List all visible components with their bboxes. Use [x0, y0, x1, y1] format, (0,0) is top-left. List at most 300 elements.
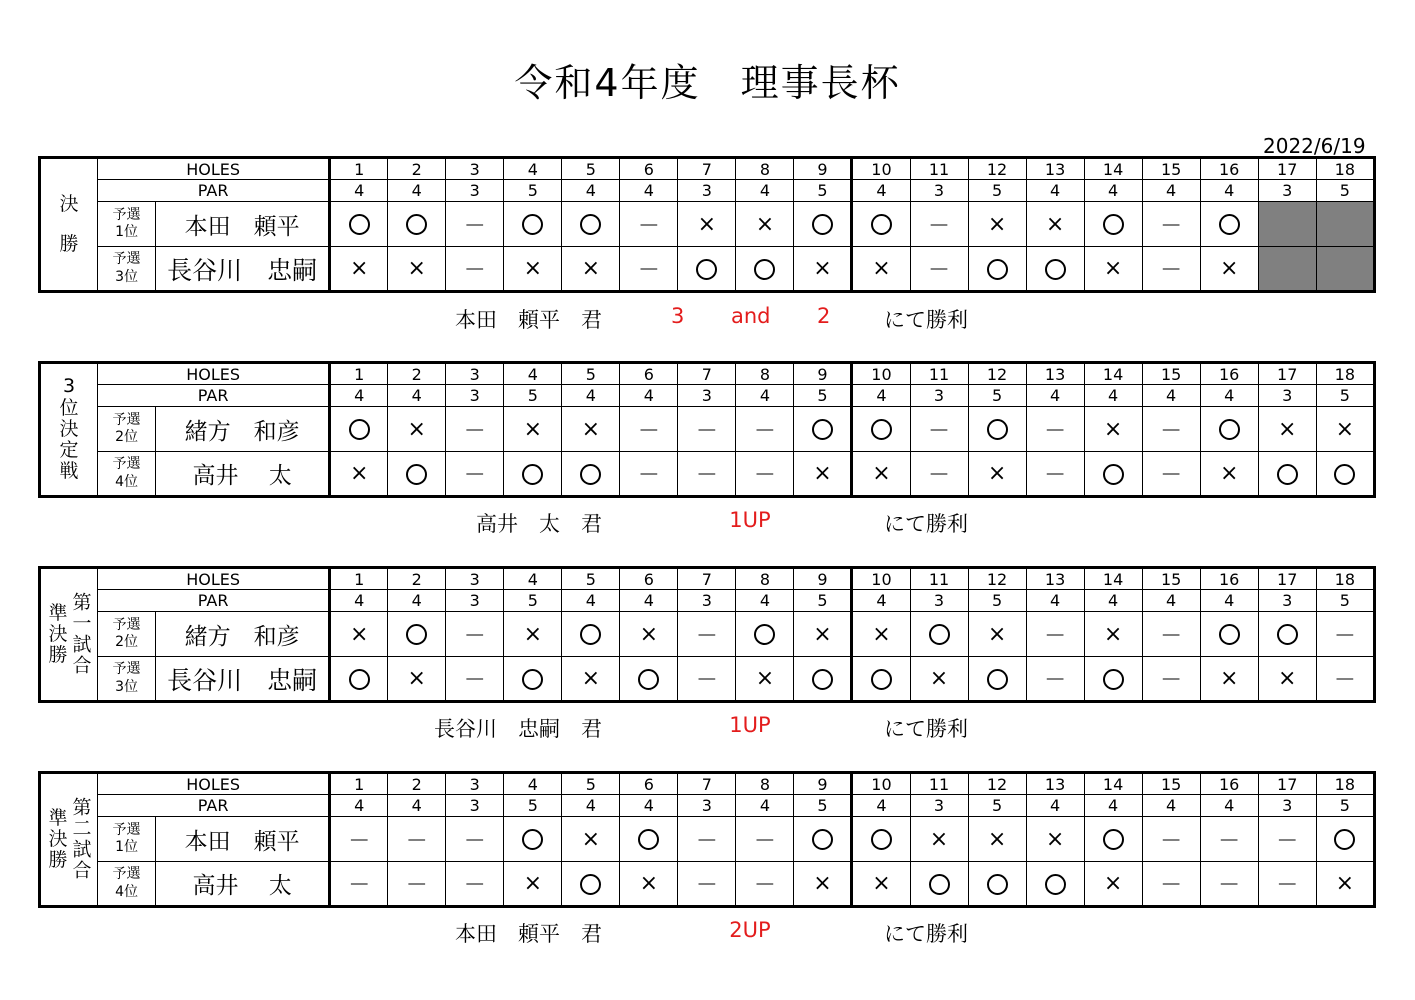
hole-result: ×	[968, 452, 1026, 497]
win-circle-icon	[522, 829, 543, 850]
win-circle-icon	[1103, 669, 1124, 690]
hole-number: 6	[620, 773, 678, 795]
hole-result: －	[446, 612, 504, 657]
win-circle-icon	[522, 669, 543, 690]
hole-number: 7	[678, 363, 736, 385]
seed-rank: 2位	[115, 634, 138, 650]
player-name: 本田 頼平	[156, 202, 330, 247]
holes-label: HOLES	[98, 363, 330, 385]
win-circle-icon	[580, 624, 601, 645]
par-value: 3	[446, 385, 504, 407]
round-char: 決	[48, 622, 68, 645]
hole-result	[1316, 452, 1374, 497]
hole-result: ×	[736, 202, 794, 247]
par-value: 4	[562, 385, 620, 407]
seed-rank: 1位	[115, 224, 138, 240]
hole-number: 5	[562, 158, 620, 180]
hole-number: 3	[446, 158, 504, 180]
hole-result	[794, 407, 852, 452]
hole-result	[562, 862, 620, 907]
win-circle-icon	[754, 624, 775, 645]
hole-result	[852, 817, 910, 862]
par-value: 5	[794, 795, 852, 817]
hole-result: －	[1026, 612, 1084, 657]
hole-number: 2	[388, 568, 446, 590]
win-circle-icon	[871, 669, 892, 690]
win-circle-icon	[406, 214, 427, 235]
hole-number: 7	[678, 158, 736, 180]
hole-result: ×	[852, 612, 910, 657]
win-circle-icon	[406, 464, 427, 485]
hole-result	[1316, 817, 1374, 862]
hole-result: ×	[504, 247, 562, 292]
hole-number: 14	[1084, 363, 1142, 385]
hole-result	[968, 862, 1026, 907]
hole-result: －	[1026, 452, 1084, 497]
holes-row	[40, 363, 1375, 385]
hole-result: －	[1026, 657, 1084, 702]
hole-result: ×	[1084, 612, 1142, 657]
par-value: 3	[1258, 795, 1316, 817]
round-char: 二	[72, 817, 92, 840]
par-value: 4	[620, 590, 678, 612]
hole-number: 1	[330, 158, 388, 180]
win-circle-icon	[1103, 214, 1124, 235]
hole-number: 9	[794, 568, 852, 590]
hole-result: －	[1316, 657, 1374, 702]
hole-result: －	[620, 452, 678, 497]
hole-result: ×	[910, 657, 968, 702]
match-table	[38, 361, 1376, 498]
round-char: 決	[59, 193, 79, 216]
par-value: 4	[620, 385, 678, 407]
hole-result: ×	[1258, 407, 1316, 452]
seed-rank: 2位	[115, 429, 138, 445]
par-value: 4	[1084, 385, 1142, 407]
hole-result	[504, 202, 562, 247]
hole-result: －	[910, 452, 968, 497]
player-name: 長谷川 忠嗣	[156, 247, 330, 292]
win-circle-icon	[1334, 464, 1355, 485]
hole-result: ×	[1316, 407, 1374, 452]
par-row	[40, 385, 1375, 407]
par-label: PAR	[98, 590, 330, 612]
par-value: 3	[446, 590, 504, 612]
round-char: 位	[59, 396, 79, 419]
player-name: 高井 太	[156, 862, 330, 907]
par-value: 4	[1026, 385, 1084, 407]
hole-number: 16	[1200, 158, 1258, 180]
hole-number: 6	[620, 568, 678, 590]
par-value: 5	[1316, 795, 1374, 817]
hole-result: －	[620, 247, 678, 292]
player-name: 緒方 和彦	[156, 407, 330, 452]
par-row	[40, 590, 1375, 612]
hole-result	[1026, 247, 1084, 292]
round-char: 合	[72, 859, 92, 882]
par-value: 3	[1258, 590, 1316, 612]
hole-number: 1	[330, 568, 388, 590]
win-circle-icon	[580, 464, 601, 485]
hole-result: ×	[1084, 862, 1142, 907]
hole-number: 8	[736, 568, 794, 590]
round-char: 試	[72, 633, 92, 656]
par-value: 4	[330, 180, 388, 202]
round-char: 準	[48, 806, 68, 829]
par-value: 4	[330, 795, 388, 817]
hole-result	[562, 612, 620, 657]
hole-number: 7	[678, 568, 736, 590]
round-right-label	[71, 797, 93, 882]
win-circle-icon	[812, 669, 833, 690]
score: 1UP	[729, 713, 771, 737]
par-value: 4	[562, 180, 620, 202]
par-value: 4	[1026, 795, 1084, 817]
par-value: 4	[736, 795, 794, 817]
hole-number: 14	[1084, 773, 1142, 795]
hole-result: ×	[852, 247, 910, 292]
hole-result: －	[446, 202, 504, 247]
hole-result	[562, 202, 620, 247]
par-value: 4	[388, 180, 446, 202]
hole-result: －	[620, 202, 678, 247]
hole-number: 17	[1258, 158, 1316, 180]
hole-result: －	[1142, 862, 1200, 907]
par-value: 5	[968, 385, 1026, 407]
par-value: 5	[504, 590, 562, 612]
hole-result: ×	[330, 452, 388, 497]
hole-result: －	[446, 247, 504, 292]
player-seed	[98, 247, 156, 292]
event-date: 2022/6/19	[1263, 134, 1366, 158]
win-circle-icon	[522, 214, 543, 235]
hole-result	[388, 612, 446, 657]
win-circle-icon	[812, 829, 833, 850]
round-char: 試	[72, 838, 92, 861]
hole-result	[1084, 657, 1142, 702]
round-char: 定	[59, 439, 79, 462]
win-circle-icon	[929, 624, 950, 645]
hole-result: －	[446, 452, 504, 497]
hole-number: 14	[1084, 158, 1142, 180]
hole-result: －	[1026, 407, 1084, 452]
hole-result	[1084, 452, 1142, 497]
round-label	[40, 568, 98, 702]
hole-result	[1316, 202, 1374, 247]
hole-result	[504, 452, 562, 497]
hole-result: －	[678, 817, 736, 862]
win-circle-icon	[929, 874, 950, 895]
winner-name: 本田 頼平 君	[455, 922, 602, 946]
hole-result	[852, 202, 910, 247]
hole-result	[1200, 407, 1258, 452]
match-result	[0, 304, 1415, 334]
par-value: 4	[562, 590, 620, 612]
hole-number: 16	[1200, 773, 1258, 795]
hole-number: 1	[330, 773, 388, 795]
hole-result	[504, 657, 562, 702]
hole-number: 16	[1200, 363, 1258, 385]
hole-result	[968, 247, 1026, 292]
round-char: 勝	[48, 644, 68, 667]
seed-label: 予選	[112, 251, 141, 267]
par-value: 3	[910, 795, 968, 817]
score-holes-left: 2	[817, 304, 831, 328]
round-char: 準	[48, 601, 68, 624]
win-circle-icon	[522, 464, 543, 485]
hole-number: 9	[794, 773, 852, 795]
hole-result	[620, 657, 678, 702]
hole-number: 11	[910, 773, 968, 795]
seed-label: 予選	[112, 456, 141, 472]
par-value: 4	[852, 590, 910, 612]
hole-result: －	[1142, 202, 1200, 247]
hole-result	[1258, 247, 1316, 292]
hole-number: 15	[1142, 568, 1200, 590]
hole-result	[678, 247, 736, 292]
hole-result: －	[736, 817, 794, 862]
hole-number: 15	[1142, 363, 1200, 385]
round-left-label	[47, 603, 69, 667]
hole-result: －	[446, 657, 504, 702]
hole-result: ×	[388, 657, 446, 702]
par-value: 5	[504, 795, 562, 817]
hole-number: 8	[736, 773, 794, 795]
hole-number: 6	[620, 363, 678, 385]
par-value: 4	[562, 795, 620, 817]
round-char: 決	[48, 827, 68, 850]
hole-number: 13	[1026, 363, 1084, 385]
win-circle-icon	[1103, 829, 1124, 850]
par-value: 4	[620, 180, 678, 202]
player-row	[40, 657, 1375, 702]
score-holes-up: 3	[671, 304, 685, 328]
player-seed	[98, 657, 156, 702]
player-seed	[98, 407, 156, 452]
hole-number: 3	[446, 568, 504, 590]
winner-name: 長谷川 忠嗣 君	[434, 717, 602, 741]
hole-number: 10	[852, 773, 910, 795]
hole-result	[1258, 202, 1316, 247]
seed-label: 予選	[112, 411, 141, 428]
hole-result: ×	[562, 817, 620, 862]
hole-result: ×	[504, 407, 562, 452]
hole-result: ×	[330, 247, 388, 292]
hole-result: ×	[388, 407, 446, 452]
hole-result	[1200, 202, 1258, 247]
hole-result	[1084, 817, 1142, 862]
par-value: 3	[678, 795, 736, 817]
par-value: 5	[1316, 590, 1374, 612]
par-value: 5	[794, 180, 852, 202]
par-value: 5	[968, 590, 1026, 612]
hole-result: ×	[620, 862, 678, 907]
win-circle-icon	[1045, 874, 1066, 895]
hole-number: 5	[562, 773, 620, 795]
score-and: and	[731, 304, 771, 328]
round-char: 第	[72, 590, 92, 613]
hole-result: ×	[794, 612, 852, 657]
match-table	[38, 156, 1376, 293]
par-value: 4	[1026, 590, 1084, 612]
hole-result	[1258, 612, 1316, 657]
hole-result	[968, 407, 1026, 452]
par-value: 4	[736, 180, 794, 202]
par-value: 4	[330, 385, 388, 407]
win-circle-icon	[580, 874, 601, 895]
player-row	[40, 202, 1375, 247]
win-circle-icon	[987, 419, 1008, 440]
hole-result	[388, 202, 446, 247]
hole-result: ×	[968, 202, 1026, 247]
par-value: 4	[736, 385, 794, 407]
hole-result: －	[1142, 452, 1200, 497]
seed-label: 予選	[112, 616, 141, 633]
hole-result	[620, 817, 678, 862]
par-row	[40, 180, 1375, 202]
hole-result: －	[910, 407, 968, 452]
par-value: 4	[852, 385, 910, 407]
hole-result: ×	[504, 612, 562, 657]
hole-result: ×	[1200, 657, 1258, 702]
holes-row	[40, 568, 1375, 590]
win-circle-icon	[1334, 829, 1355, 850]
score: 2UP	[729, 918, 771, 942]
seed-rank: 3位	[115, 678, 138, 695]
hole-result: ×	[1026, 202, 1084, 247]
par-value: 3	[678, 180, 736, 202]
win-circle-icon	[349, 669, 370, 690]
player-row	[40, 247, 1375, 292]
win-circle-icon	[696, 259, 717, 280]
hole-result: －	[446, 817, 504, 862]
win-circle-icon	[1219, 214, 1240, 235]
score: 1UP	[729, 508, 771, 532]
hole-result: －	[736, 407, 794, 452]
par-label: PAR	[98, 385, 330, 407]
hole-result: －	[678, 612, 736, 657]
par-value: 3	[678, 590, 736, 612]
hole-result: －	[330, 862, 388, 907]
winner-name: 本田 頼平 君	[455, 308, 602, 332]
par-value: 5	[504, 180, 562, 202]
round-right-label	[71, 592, 93, 677]
hole-result: ×	[794, 247, 852, 292]
hole-number: 9	[794, 363, 852, 385]
hole-result	[852, 407, 910, 452]
hole-result: －	[1142, 612, 1200, 657]
holes-label: HOLES	[98, 568, 330, 590]
hole-result	[1084, 202, 1142, 247]
win-circle-icon	[1103, 464, 1124, 485]
hole-result	[736, 247, 794, 292]
hole-number: 12	[968, 773, 1026, 795]
hole-number: 13	[1026, 568, 1084, 590]
hole-result: －	[388, 862, 446, 907]
player-name: 高井 太	[156, 452, 330, 497]
hole-number: 2	[388, 158, 446, 180]
par-value: 5	[968, 180, 1026, 202]
hole-result: ×	[794, 452, 852, 497]
win-circle-icon	[349, 419, 370, 440]
win-circle-icon	[349, 214, 370, 235]
hole-result: ×	[562, 407, 620, 452]
par-value: 5	[794, 590, 852, 612]
hole-number: 12	[968, 158, 1026, 180]
par-label: PAR	[98, 180, 330, 202]
par-value: 4	[330, 590, 388, 612]
seed-label: 予選	[112, 206, 141, 223]
hole-number: 5	[562, 363, 620, 385]
par-value: 5	[504, 385, 562, 407]
round-char: 決	[59, 417, 79, 440]
hole-number: 11	[910, 158, 968, 180]
hole-result	[910, 612, 968, 657]
result-suffix: にて勝利	[884, 308, 968, 332]
par-value: 4	[1142, 795, 1200, 817]
round-left-label	[47, 808, 69, 872]
win-circle-icon	[638, 669, 659, 690]
win-circle-icon	[987, 874, 1008, 895]
hole-result	[504, 817, 562, 862]
seed-label: 予選	[112, 661, 141, 677]
par-value: 4	[388, 385, 446, 407]
par-value: 3	[678, 385, 736, 407]
par-value: 4	[736, 590, 794, 612]
match-result	[0, 918, 1415, 948]
hole-result	[852, 657, 910, 702]
round-char: 勝	[59, 232, 79, 255]
hole-number: 3	[446, 773, 504, 795]
round-label	[40, 158, 98, 292]
hole-number: 17	[1258, 363, 1316, 385]
par-value: 3	[1258, 385, 1316, 407]
seed-rank: 3位	[115, 268, 138, 285]
holes-row	[40, 158, 1375, 180]
hole-result: －	[1200, 862, 1258, 907]
hole-result: －	[388, 817, 446, 862]
hole-result: ×	[1258, 657, 1316, 702]
par-value: 4	[388, 590, 446, 612]
par-label: PAR	[98, 795, 330, 817]
hole-result: ×	[1084, 247, 1142, 292]
hole-result	[330, 202, 388, 247]
hole-result: －	[1258, 862, 1316, 907]
win-circle-icon	[812, 214, 833, 235]
hole-result: －	[910, 247, 968, 292]
hole-result: －	[678, 657, 736, 702]
hole-result: ×	[1200, 452, 1258, 497]
par-value: 5	[1316, 180, 1374, 202]
hole-result: ×	[388, 247, 446, 292]
hole-number: 11	[910, 363, 968, 385]
hole-result: ×	[968, 817, 1026, 862]
hole-result: －	[678, 407, 736, 452]
player-row	[40, 407, 1375, 452]
player-row	[40, 612, 1375, 657]
hole-number: 11	[910, 568, 968, 590]
hole-number: 5	[562, 568, 620, 590]
hole-result: －	[446, 862, 504, 907]
par-value: 4	[852, 795, 910, 817]
win-circle-icon	[580, 214, 601, 235]
hole-result	[1258, 452, 1316, 497]
hole-result: ×	[678, 202, 736, 247]
hole-result	[794, 817, 852, 862]
hole-result	[1200, 612, 1258, 657]
win-circle-icon	[871, 829, 892, 850]
round-char: 合	[72, 654, 92, 677]
